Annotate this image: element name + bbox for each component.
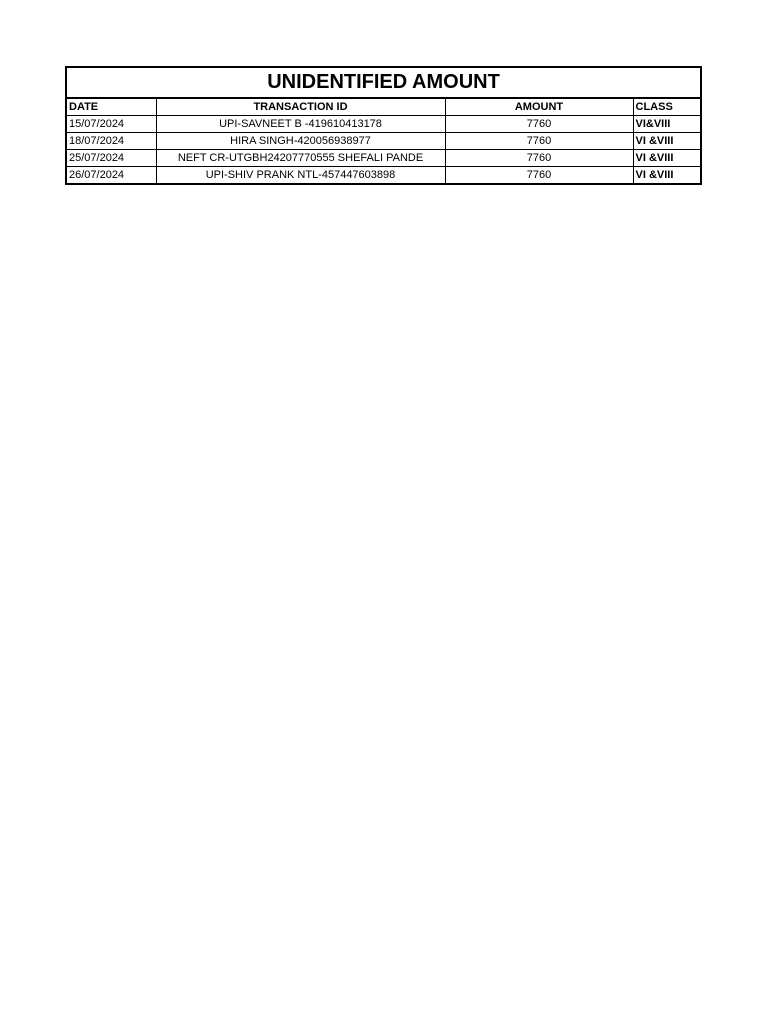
unidentified-amount-table: [65, 66, 702, 185]
cell-transaction-id: UPI-SHIV PRANK NTL-457447603898: [156, 167, 445, 185]
table-row: [66, 150, 701, 167]
table-row: [66, 116, 701, 133]
cell-transaction-id: UPI-SAVNEET B -419610413178: [156, 116, 445, 133]
table-row: [66, 133, 701, 150]
column-header-amount: AMOUNT: [445, 98, 633, 116]
column-header-transaction-id: TRANSACTION ID: [156, 98, 445, 116]
cell-date: 26/07/2024: [66, 167, 156, 185]
cell-transaction-id: HIRA SINGH-420056938977: [156, 133, 445, 150]
cell-amount: 7760: [445, 150, 633, 167]
cell-amount: 7760: [445, 133, 633, 150]
cell-class: VI &VIII: [633, 150, 701, 167]
cell-date: 18/07/2024: [66, 133, 156, 150]
header-row: [66, 98, 701, 116]
cell-date: 15/07/2024: [66, 116, 156, 133]
cell-amount: 7760: [445, 167, 633, 185]
spreadsheet-page: [65, 66, 700, 185]
title-row: [66, 67, 701, 98]
cell-class: VI &VIII: [633, 133, 701, 150]
table-row: [66, 167, 701, 185]
cell-class: VI&VIII: [633, 116, 701, 133]
column-header-date: DATE: [66, 98, 156, 116]
cell-class: VI &VIII: [633, 167, 701, 185]
cell-transaction-id: NEFT CR-UTGBH24207770555 SHEFALI PANDE: [156, 150, 445, 167]
cell-amount: 7760: [445, 116, 633, 133]
column-header-class: CLASS: [633, 98, 701, 116]
sheet-title: UNIDENTIFIED AMOUNT: [66, 67, 701, 98]
cell-date: 25/07/2024: [66, 150, 156, 167]
